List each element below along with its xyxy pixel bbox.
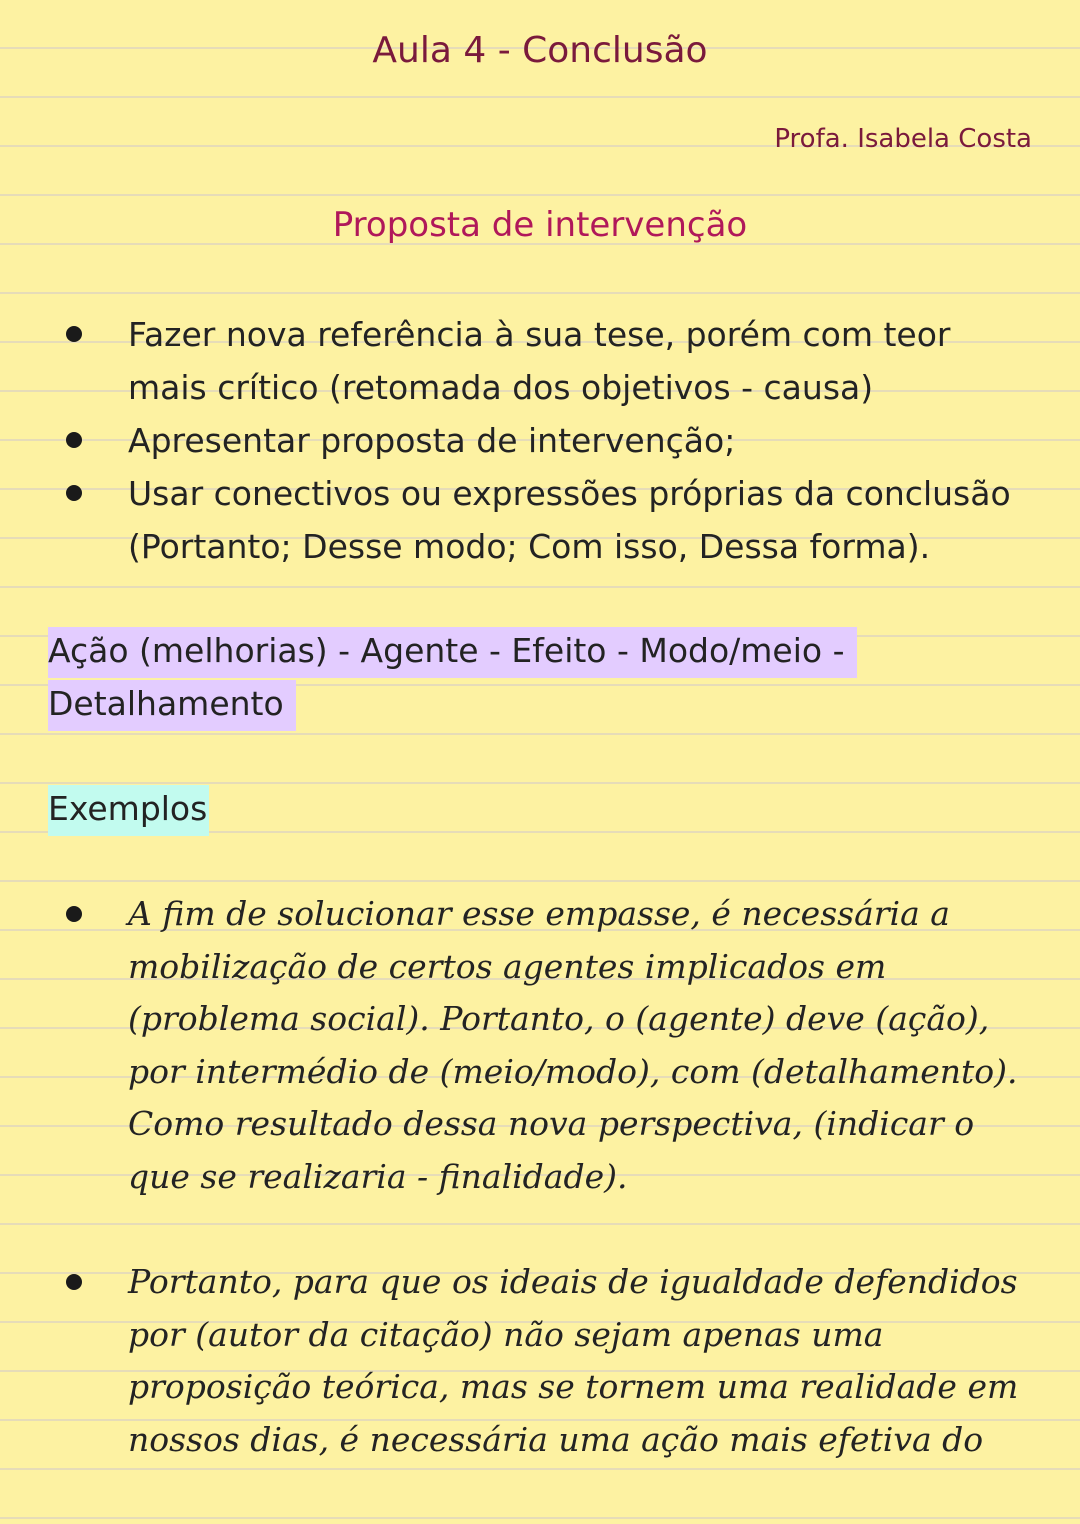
bullet-icon	[66, 906, 82, 922]
examples-list	[0, 888, 1080, 1466]
bullet-icon	[66, 485, 82, 501]
author-name: Profa. Isabela Costa	[774, 124, 1032, 154]
guideline-list	[0, 308, 1080, 573]
guideline-item	[0, 414, 1080, 467]
bullet-icon	[66, 1274, 82, 1290]
example-text: A fim de solucionar esse empasse, é necessária a mobilização de certos agentes implicados em (problema social). Portanto, o (agente) deve (ação), por intermédio de (meio/modo), com (detalhamento). Como resultado dessa nova perspectiva, (indicar o que se realizaria - finalidade).	[128, 894, 1018, 1196]
guideline-item	[0, 467, 1080, 573]
examples-highlight: Exemplos	[48, 785, 209, 836]
example-item	[0, 1256, 1080, 1466]
guideline-text: Usar conectivos ou expressões próprias da conclusão (Portanto; Desse modo; Com isso, Dessa forma).	[128, 474, 1011, 566]
example-text: Portanto, para que os ideais de igualdade defendidos por (autor da citação) não sejam apenas uma proposição teórica, mas se tornem uma realidade em nossos dias, é necessária uma ação mais efetiva do	[128, 1262, 1019, 1459]
intervention-formula	[48, 624, 908, 730]
guideline-text: Apresentar proposta de intervenção;	[128, 421, 736, 460]
examples-heading	[48, 782, 209, 835]
section-title: Proposta de intervenção	[332, 205, 748, 245]
formula-highlight: Ação (melhorias) - Agente - Efeito - Modo/meio - Detalhamento	[48, 627, 857, 731]
page-title: Aula 4 - Conclusão	[372, 30, 708, 71]
example-item	[0, 888, 1080, 1203]
bullet-icon	[66, 326, 82, 342]
bullet-icon	[66, 432, 82, 448]
guideline-item	[0, 308, 1080, 414]
guideline-text: Fazer nova referência à sua tese, porém com teor mais crítico (retomada dos objetivos - causa)	[128, 315, 951, 407]
